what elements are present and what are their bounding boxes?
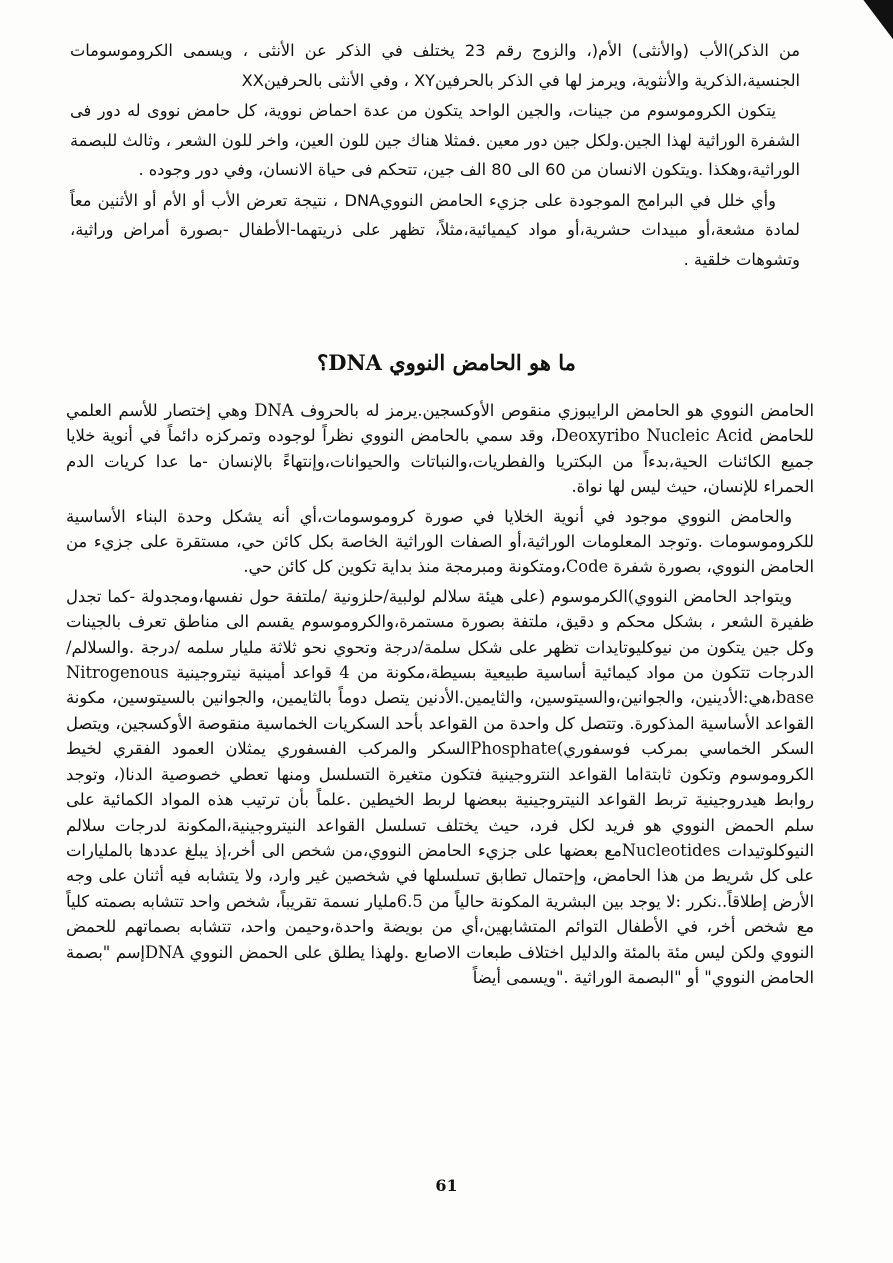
paragraph-dna-structure: ويتواجد الحامض النووي)الكرموسوم (على هيئة سلالم لولبية/حلزونية /ملتفة حول نفسها،ومجدولة -كما تجدل ظفيرة الشعر ، بشكل محكم و دقيق، ملتفة بصورة مستمرة،والكروموسوم يقسم الى مناطق تعرف بالجينات وكل جين يتكون من نيوكليوتايدات تظهر على شكل سلمة/درجة وتحوي نحو ثلاثة مليار سلمه /درجة .والسلالم/الدرجات تتكون من مواد كيمائية أساسية طبيعية بسيطة،مكونة من 4 قواعد أمينية نيتروجينية Nitrogenous base،هي:الأدينين، والجوانين،والسيتوسين، والثايمين.الأدنين يتصل دوماً بالثايمين، والجوانين بالسيتوسين، مكونة القواعد الأساسية المذكورة. وتتصل كل واحدة من القواعد بأحد السكريات الخماسية منقوصة الأوكسجين، ويتصل السكر الخماسي بمركب فوسفوري)Phosphateالسكر والمركب الفسفوري يمثلان العمود الفقري لخيط الكروموسوم وتكون ثابتةاما القواعد النتروجينية فتكون متغيرة التسلسل ومنها تعطي خصوصية الدنا(، وتوجد روابط هيدروجينية تربط القواعد النيتروجينية ببعضها لربط الخيطين .علماً بأن ترتيب هذه المواد الكمائية على سلم الحمض النووي هو فريد لكل فرد، حيث يختلف تسلسل القواعد النيتروجينية،المكونة لدرجات سلالم النيوكلوتيدات Nucleotidesمع بعضها على جزيء الحامض النووي،من شخص الى أخر،إذ يبلغ عددها بالمليارات على كل شريط من هذا الحامض، وإحتمال تطابق تسلسلها في شخصين غير وارد، ولا يتشابه فيه أثنان على وجه الأرض إطلاقاً..نكرر :لا يوجد بين البشرية المكونة حالياً من 6.5مليار نسمة تقريباً، شخص واحد تتشابه بصمته كلياً مع شخص أخر، في الأطفال التوائم المتشابهين،أي من بويضة واحدة،وحيمن واحد، تتشابه بصماتهم للحمض النووي ولكن ليس مئة بالمئة والدليل اختلاف طبعات الاصابع .ولهذا يطلق على الحمض النووي DNAإسم "بصمة الحامض النووي" أو "البصمة الوراثية ."ويسمى أيضاً xyxy=(66,586,815,987)
paragraph-chromosomes-sex: من الذكر)الأب (والأنثى) الأم(، والزوج رقم 23 يختلف في الذكر عن الأنثى ، ويسمى الكروموسومات الجنسية،الذكرية والأنثوية، ويرمز لها في الذكر بالحرفينXY ، وفي الأنثى بالحرفينXX xyxy=(70,41,800,90)
main-section xyxy=(66,398,814,994)
paragraph-dna-location: والحامض النووي موجود في أنوية الخلايا في صورة كروموسومات،أي أنه يشكل وحدة البناء الأساسية للكروموسومات .وتوجد المعلومات الوراثية،أو الصفات الوراثية الخاصة بكل كائن حي، مستقرة على جزيء من الحامض النووي، بصورة شفرة Code،ومتكونة ومبرمجة منذ بداية تكوين كل كائن حي. xyxy=(66,506,814,577)
page-number: 61 xyxy=(435,1176,458,1195)
paragraph-genes: يتكون الكروموسوم من جينات، والجين الواحد يتكون من عدة احماض نووية، كل حامض نووى له دور فى الشفرة الوراثية لهذا الجين.ولكل جين دور معين .فمثلا هناك جين للون العين، واخر للون الشعر ، وثالث للبصمة الوراثية،وهكذا .ويتكون الانسان من 60 الى 80 الف جين، تتحكم فى حياة الانسان، وفي دور وجوده . xyxy=(70,101,800,179)
section-heading: ما هو الحامض النووي DNA؟ xyxy=(317,350,576,375)
top-section xyxy=(70,36,800,275)
paragraph-dna-definition: الحامض النووي هو الحامض الرايبوزي منقوص الأوكسجين.يرمز له بالحروف DNA وهي إختصار للأسم العلمي للحامض Deoxyribo Nucleic Acid، وقد سمي بالحامض النووي نظراً لوجوده وتمركزه دائماً في أنوية خلايا جميع الكائنات الحية،بدءاً من البكتريا والفطريات،والنباتات والحيوانات،وإنتهاءً بالإنسان -ما عدا كريات الدم الحمراء للإنسان، حيث ليس لها نواة. xyxy=(66,401,814,497)
corner-scan-mark xyxy=(852,0,893,43)
paragraph-dna-defects: وأي خلل في البرامج الموجودة على جزيء الحامض النوويDNA ، نتيجة تعرض الأب أو الأم أو الأثنين معاً لمادة مشعة،أو مبيدات حشرية،أو مواد كيميائية،مثلاً، تظهر على ذريتهما-الأطفال -بصورة أمراض وراثية، وتشوهات خلقية . xyxy=(70,190,800,269)
